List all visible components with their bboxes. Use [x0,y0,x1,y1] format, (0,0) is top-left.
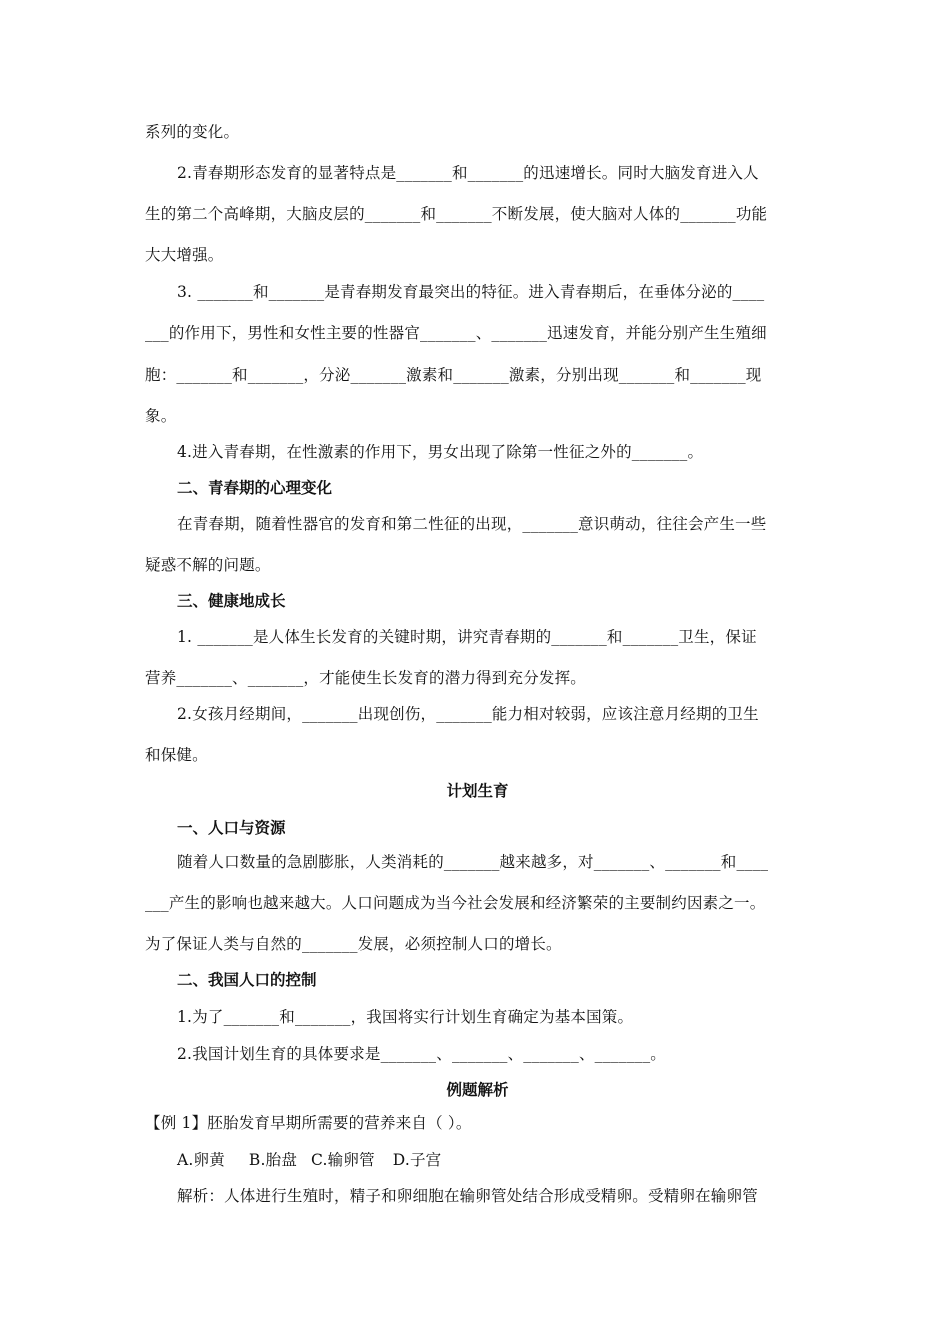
text-line: 4.进入青春期，在性激素的作用下，男女出现了除第一性征之外的_______。 [177,443,704,461]
text-line: 象。 [145,407,177,425]
text-line: 生的第二个高峰期，大脑皮层的_______和_______不断发展，使大脑对人体的_______功能 [145,205,768,223]
text-line: 解析：人体进行生殖时，精子和卵细胞在输卵管处结合形成受精卵。受精卵在输卵管 [177,1187,758,1205]
section-heading: 二、青春期的心理变化 [177,479,333,497]
option-c: C.输卵管 [311,1151,375,1169]
option-d: D.子宫 [392,1151,442,1169]
text-line: 和保健。 [145,746,208,764]
text-line: 胞：_______和_______，分泌_______激素和_______激素，分别出现_______和_______现 [145,366,762,384]
text-line: 随着人口数量的急剧膨胀，人类消耗的_______越来越多，对_______、_______和____ [177,853,769,871]
page-title: 计划生育 [446,782,509,800]
page-title: 例题解析 [446,1081,509,1099]
text-line: 为了保证人类与自然的_______发展，必须控制人口的增长。 [145,935,562,953]
text-line: 1. _______是人体生长发育的关键时期，讲究青春期的_______和_______卫生，保证 [177,628,757,646]
text-line: 【例 1】胚胎发育早期所需要的营养来自（ ）。 [145,1114,472,1132]
section-heading: 二、我国人口的控制 [177,971,317,989]
section-heading: 三、健康地成长 [177,592,286,610]
text-line: 3. _______和_______是青春期发育最突出的特征。进入青春期后，在垂体分泌的____ [177,283,765,301]
section-heading: 一、人口与资源 [177,819,286,837]
text-line: 疑惑不解的问题。 [145,556,271,574]
text-line: 营养_______、_______，才能使生长发育的潜力得到充分发挥。 [145,669,587,687]
text-line: 2.女孩月经期间，_______出现创伤，_______能力相对较弱，应该注意月经期的卫生 [177,705,759,723]
text-line: 在青春期，随着性器官的发育和第二性征的出现，_______意识萌动，往往会产生一些 [177,515,767,533]
text-line: 1.为了_______和_______，我国将实行计划生育确定为基本国策。 [177,1008,634,1026]
options-row [145,1140,810,1181]
text-line: 大大增强。 [145,246,224,264]
text-line: ___产生的影响也越来越大。人口问题成为当今社会发展和经济繁荣的主要制约因素之一。 [145,894,766,912]
text-line: 系列的变化。 [145,123,240,141]
text-line: 2.青春期形态发育的显著特点是_______和_______的迅速增长。同时大脑发育进入人 [177,164,759,182]
text-line: 2.我国计划生育的具体要求是_______、_______、_______、_______。 [177,1045,666,1063]
text-line: ___的作用下，男性和女性主要的性器官_______、_______迅速发育，并能分别产生生殖细 [145,324,767,342]
option-b: B.胎盘 [248,1151,298,1169]
option-a: A.卵黄 [177,1151,225,1169]
